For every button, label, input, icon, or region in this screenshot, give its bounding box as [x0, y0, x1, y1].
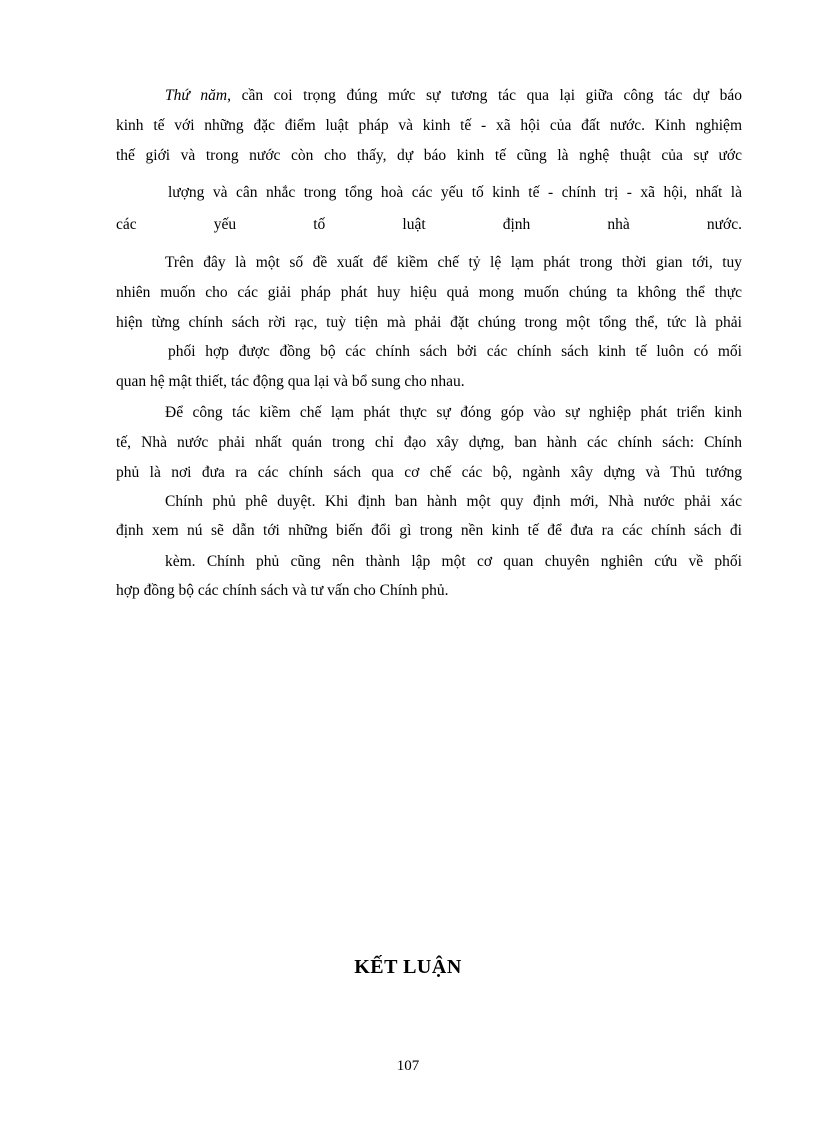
p3-line-2: tế, Nhà nước phải nhất quán trong chỉ đạo xây dựng, ban hành các chính sách: Chính [116, 434, 742, 451]
section-heading: KẾT LUẬN [354, 956, 462, 978]
p2-line-1: Trên đây là một số đề xuất để kiềm chế tỷ lệ lạm phát trong thời gian tới, tuy [165, 254, 742, 271]
page-number: 107 [396, 1058, 420, 1074]
p1-line-2: kinh tế với những đặc điểm luật pháp và kinh tế - xã hội của đất nước. Kinh nghiệm [116, 117, 742, 134]
p1-line-4: lượng và cân nhắc trong tổng hoà các yếu tố kinh tế - chính trị - xã hội, nhất là [168, 184, 742, 201]
p3-line-7: hợp đồng bộ các chính sách và tư vấn cho Chính phủ. [116, 582, 449, 599]
p1-line-3: thế giới và trong nước còn cho thấy, dự báo kinh tế cũng là nghệ thuật của sự ước [116, 147, 742, 164]
p3-line-5: định xem nú sẽ dẫn tới những biến đổi gì trong nền kinh tế để đưa ra các chính sách đi [116, 522, 742, 539]
p3-line-4: Chính phủ phê duyệt. Khi định ban hành một quy định mới, Nhà nước phải xác [165, 493, 742, 510]
p3-line-6: kèm. Chính phủ cũng nên thành lập một cơ quan chuyên nghiên cứu về phối [165, 553, 742, 570]
p1-lead-italic: Thứ năm [165, 87, 228, 104]
p3-line-1: Để công tác kiềm chế lạm phát thực sự đóng góp vào sự nghiệp phát triển kinh [165, 404, 742, 421]
p2-line-4: phối hợp được đồng bộ các chính sách bởi các chính sách kinh tế luôn có mối [168, 343, 742, 360]
p1-line-1-text: , cần coi trọng đúng mức sự tương tác qua lại giữa công tác dự báo [227, 87, 742, 104]
p1-line-1 [165, 86, 742, 106]
p2-line-5: quan hệ mật thiết, tác động qua lại và bổ sung cho nhau. [116, 373, 465, 390]
p2-line-2: nhiên muốn cho các giải pháp phát huy hiệu quả mong muốn chúng ta không thể thực [116, 284, 742, 301]
p1-line-5: các yếu tố luật định nhà nước. [116, 216, 742, 233]
p2-line-3: hiện từng chính sách rời rạc, tuỳ tiện mà phải đặt chúng trong một tổng thể, tức là phải [116, 314, 742, 331]
p3-line-3: phủ là nơi đưa ra các chính sách qua cơ chế các bộ, ngành xây dựng và Thủ tướng [116, 464, 742, 481]
